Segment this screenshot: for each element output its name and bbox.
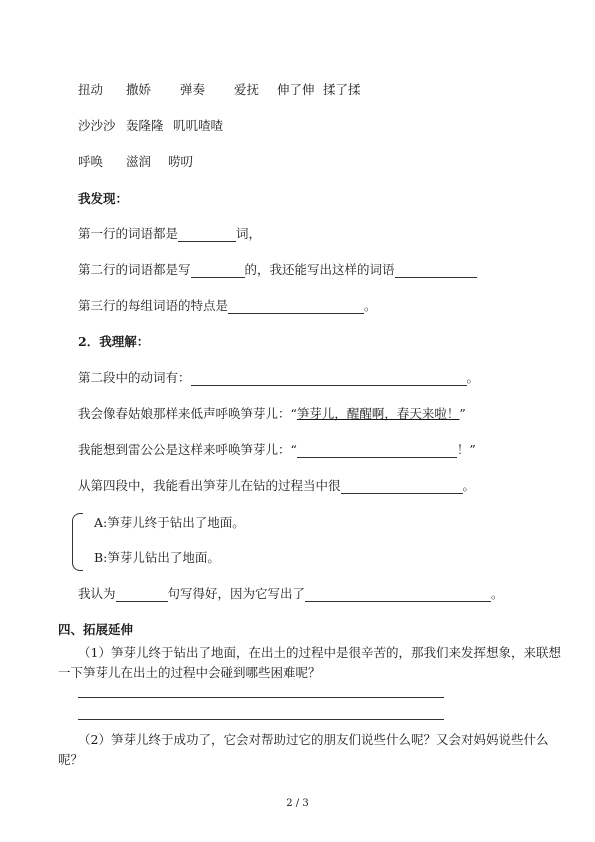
word: 呼唤 [78,154,104,169]
word: 爱抚 [234,82,260,97]
text: 第二段中的动词有： [78,370,191,385]
word: 弹奏 [180,82,206,97]
text: 从第四段中，我能看出笋芽儿在钻的过程当中很 [78,478,341,493]
answer-blank[interactable] [297,444,457,458]
discover-line-3 [78,296,377,314]
answer-blank[interactable] [305,588,491,602]
text: 。 [364,298,377,313]
text: ” [459,406,466,421]
question-2-line-1: （2）笋芽儿终于成功了，它会对帮助过它的朋友们说些什么呢？又会对妈妈说些什么 [78,732,549,747]
opinion-line [78,584,504,602]
option-b: B:笋芽儿钻出了地面。 [94,550,220,565]
discover-line-1 [78,224,261,242]
word: 沙沙沙 [78,118,116,133]
word: 扭动 [78,82,104,97]
discover-line-2 [78,260,477,278]
text: 第一行的词语都是 [78,226,179,241]
spring-call-line [78,404,466,422]
option-a: A:笋芽儿终于钻出了地面。 [94,515,245,530]
fourth-paragraph-line [78,476,475,494]
text: 我会像春姑娘那样来低声呼唤笋芽儿：“ [78,406,297,421]
extend-heading: 四、拓展延伸 [58,622,134,637]
answer-line[interactable] [78,719,444,720]
word: 揉了揉 [323,82,361,97]
discover-heading: 我发现： [78,191,129,206]
text: 句写得好，因为它写出了 [167,586,306,601]
spring-call-quote: 笋芽儿，醒醒啊，春天来啦！ [296,406,460,421]
question-2-line-2: 呢？ [58,752,84,767]
question-1-line-2: 一下笋芽儿在出土的过程中会碰到哪些困难呢？ [58,665,321,680]
option-brace [72,513,83,571]
word: 滋润 [126,154,152,169]
answer-blank[interactable] [191,372,467,386]
word: 轰隆隆 [126,118,164,133]
word: 撒娇 [126,82,152,97]
word: 伸了伸 [277,82,315,97]
answer-line[interactable] [78,697,444,698]
question-1-line-1: （1）笋芽儿终于钻出了地面，在出土的过程中是很辛苦的，那我们来发挥想象，来联想 [78,645,561,660]
answer-blank[interactable] [191,264,245,278]
text: ！” [456,442,476,457]
text: 第三行的每组词语的特点是 [78,298,229,313]
answer-blank[interactable] [178,228,236,242]
answer-blank[interactable] [228,300,364,314]
answer-blank[interactable] [116,588,168,602]
text: 词， [236,226,262,241]
understand-heading: 2．我理解： [78,334,150,349]
text: 。 [466,370,480,385]
thunder-call-line [78,440,476,458]
word: 唠叨 [168,154,194,169]
text: 。 [462,478,476,493]
text: 第二行的词语都是写 [78,262,191,277]
text: 我能想到雷公公是这样来呼唤笋芽儿：“ [78,442,297,457]
answer-blank[interactable] [341,480,463,494]
verbs-line [78,368,479,386]
text: 的，我还能写出这样的词语 [244,262,395,277]
answer-blank[interactable] [395,264,477,278]
word: 叽叽喳喳 [173,118,224,133]
text: 。 [491,586,504,601]
text: 我认为 [78,586,116,601]
page-number: 2 / 3 [286,798,309,809]
